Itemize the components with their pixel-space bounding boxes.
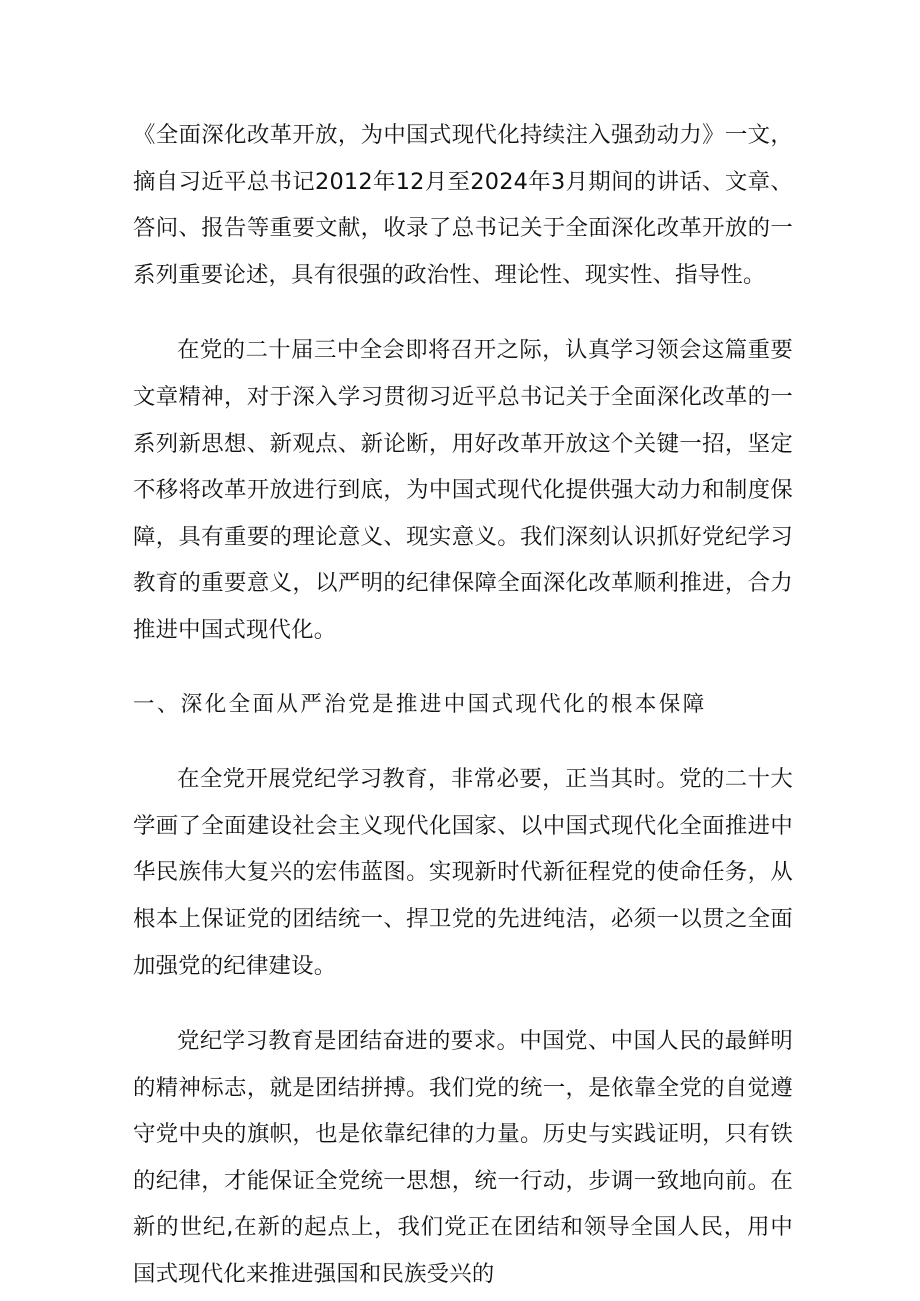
paragraph-significance: 在党的二十届三中全会即将召开之际，认真学习领会这篇重要文章精神，对于深入学习贯彻习近平总书记关于全面深化改革的一系列新思想、新观点、新论断，用好改革开放这个关键一招，坚定不移将改革开放进行到底，为中国式现代化提供强大动力和制度保障，具有重要的理论意义、现实意义。我们深刻认识抓好党纪学习教育的重要意义，以严明的纪律保障全面深化改革顺利推进，合力推进中国式现代化。 [133, 337, 793, 643]
paragraph-discipline-education: 在全党开展党纪学习教育，非常必要，正当其时。党的二十大学画了全面建设社会主义现代化国家、以中国式现代化全面推进中华民族伟大复兴的宏伟蓝图。实现新时代新征程党的使命任务，从根本上保证党的团结统一、捍卫党的先进纯洁，必须一以贯之全面加强党的纪律建设。 [133, 766, 793, 979]
document-page [133, 112, 793, 1298]
paragraph-unity: 党纪学习教育是团结奋进的要求。中国党、中国人民的最鲜明的精神标志，就是团结拼搏。我们党的统一，是依靠全党的自觉遵守党中央的旗帜，也是依靠纪律的力量。历史与实践证明，只有铁的纪律，才能保证全党统一思想，统一行动，步调一致地向前。在新的世纪,在新的起点上，我们党正在团结和领导全国人民，用中国式现代化来推进强国和民族受兴的 [133, 1028, 793, 1288]
paragraph-intro: 《全面深化改革开放，为中国式现代化持续注入强劲动力》一文，摘自习近平总书记2012年12月至2024年3月期间的讲话、文章、答问、报告等重要文献，收录了总书记关于全面深化改革开放的一系列重要论述，具有很强的政治性、理论性、现实性、指导性。 [133, 122, 793, 288]
section-heading-1: 一、深化全面从严治党是推进中国式现代化的根本保障 [133, 691, 707, 717]
